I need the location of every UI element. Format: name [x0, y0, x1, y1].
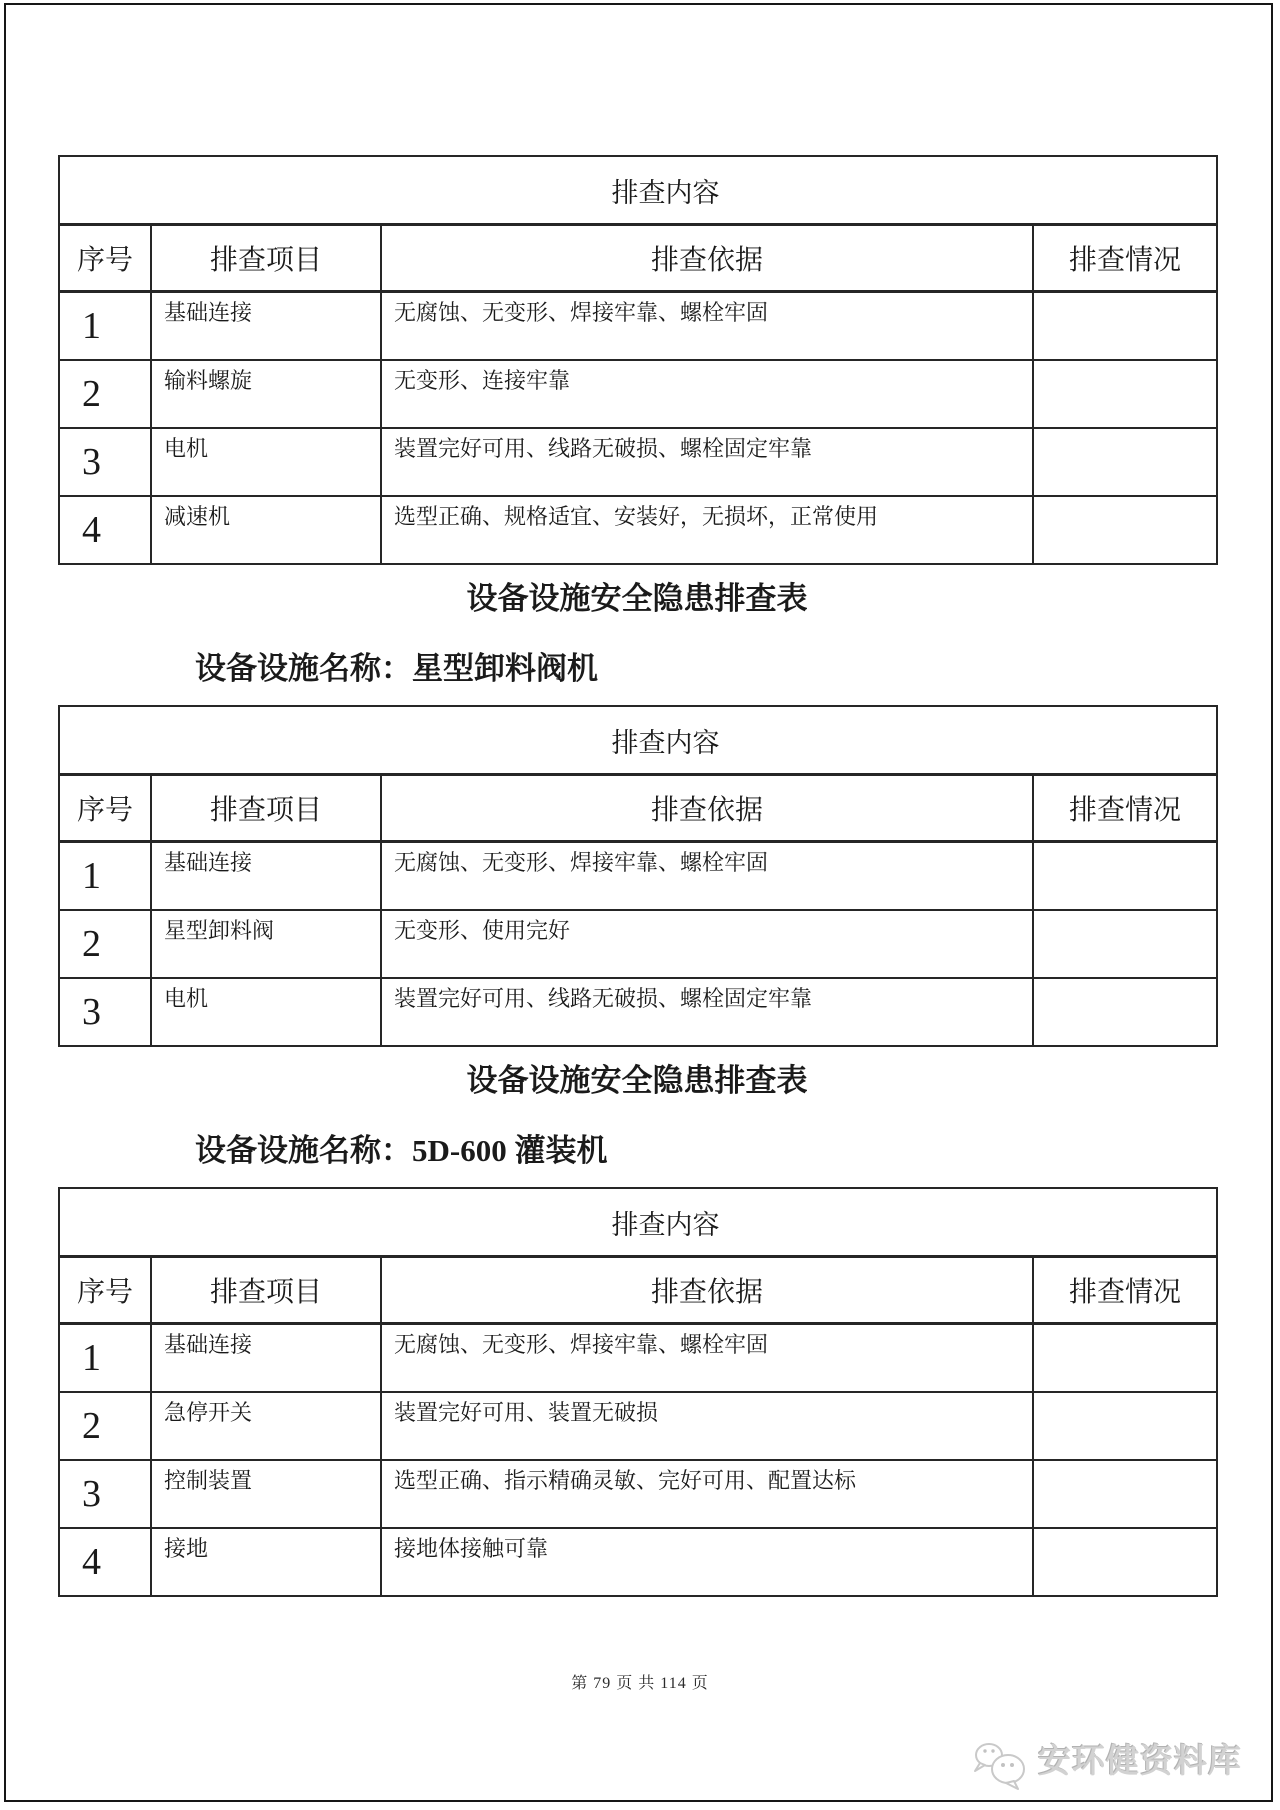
column-header-no: 序号	[59, 1257, 151, 1324]
column-header-basis: 排查依据	[381, 225, 1033, 292]
inspection-status-cell	[1033, 1528, 1217, 1596]
table-caption: 排查内容	[59, 706, 1217, 775]
table-caption-row	[59, 1188, 1217, 1257]
inspection-basis-cell: 装置完好可用、线路无破损、螺栓固定牢靠	[381, 978, 1033, 1046]
watermark-text: 安环健资料库	[1038, 1744, 1242, 1780]
inspection-item-cell: 控制装置	[151, 1460, 381, 1528]
inspection-status-cell	[1033, 910, 1217, 978]
inspection-item-cell: 急停开关	[151, 1392, 381, 1460]
inspection-basis-cell: 无变形、使用完好	[381, 910, 1033, 978]
table-row	[59, 496, 1217, 564]
page-number: 第 79 页 共 114 页	[571, 1675, 709, 1692]
inspection-status-cell	[1033, 1392, 1217, 1460]
inspection-item-cell: 基础连接	[151, 1324, 381, 1393]
column-header-status: 排查情况	[1033, 775, 1217, 842]
row-number-cell: 4	[59, 496, 151, 564]
row-number-cell: 1	[59, 292, 151, 361]
column-header-basis: 排查依据	[381, 775, 1033, 842]
table-row	[59, 1460, 1217, 1528]
chat-bubbles-icon	[968, 1740, 1030, 1792]
row-number-cell: 3	[59, 978, 151, 1046]
column-header-no: 序号	[59, 775, 151, 842]
inspection-basis-cell: 无变形、连接牢靠	[381, 360, 1033, 428]
table-caption-row	[59, 156, 1217, 225]
row-number-cell: 1	[59, 1324, 151, 1393]
watermark	[968, 1736, 1242, 1792]
table-header-row	[59, 1257, 1217, 1324]
inspection-status-cell	[1033, 1324, 1217, 1393]
inspection-table	[58, 155, 1218, 565]
row-number-cell: 2	[59, 360, 151, 428]
table-caption-row	[59, 706, 1217, 775]
table-caption: 排查内容	[59, 1188, 1217, 1257]
inspection-basis-cell: 选型正确、规格适宜、安装好，无损坏，正常使用	[381, 496, 1033, 564]
column-header-status: 排查情况	[1033, 225, 1217, 292]
column-header-item: 排查项目	[151, 1257, 381, 1324]
inspection-status-cell	[1033, 496, 1217, 564]
column-header-no: 序号	[59, 225, 151, 292]
section-title: 设备设施安全隐患排查表	[466, 1063, 808, 1098]
inspection-basis-cell: 接地体接触可靠	[381, 1528, 1033, 1596]
column-header-basis: 排查依据	[381, 1257, 1033, 1324]
inspection-item-cell: 星型卸料阀	[151, 910, 381, 978]
document-content	[58, 155, 1216, 1597]
row-number-cell: 3	[59, 428, 151, 496]
table-header-row	[59, 225, 1217, 292]
inspection-basis-cell: 选型正确、指示精确灵敏、完好可用、配置达标	[381, 1460, 1033, 1528]
inspection-section	[58, 579, 1216, 1047]
table-row	[59, 1392, 1217, 1460]
inspection-item-cell: 接地	[151, 1528, 381, 1596]
table-caption: 排查内容	[59, 156, 1217, 225]
row-number-cell: 2	[59, 1392, 151, 1460]
row-number-cell: 2	[59, 910, 151, 978]
table-row	[59, 428, 1217, 496]
table-row	[59, 292, 1217, 361]
row-number-cell: 1	[59, 842, 151, 911]
table-row	[59, 842, 1217, 911]
inspection-basis-cell: 无腐蚀、无变形、焊接牢靠、螺栓牢固	[381, 292, 1033, 361]
inspection-item-cell: 电机	[151, 978, 381, 1046]
table-row	[59, 360, 1217, 428]
inspection-item-cell: 减速机	[151, 496, 381, 564]
inspection-status-cell	[1033, 428, 1217, 496]
section-title: 设备设施安全隐患排查表	[466, 581, 808, 616]
row-number-cell: 3	[59, 1460, 151, 1528]
inspection-status-cell	[1033, 1460, 1217, 1528]
column-header-item: 排查项目	[151, 775, 381, 842]
inspection-item-cell: 基础连接	[151, 292, 381, 361]
inspection-basis-cell: 无腐蚀、无变形、焊接牢靠、螺栓牢固	[381, 842, 1033, 911]
inspection-table	[58, 1187, 1218, 1597]
table-row	[59, 910, 1217, 978]
column-header-status: 排查情况	[1033, 1257, 1217, 1324]
inspection-item-cell: 电机	[151, 428, 381, 496]
table-row	[59, 978, 1217, 1046]
row-number-cell: 4	[59, 1528, 151, 1596]
equipment-name: 设备设施名称：5D-600 灌装机	[195, 1133, 608, 1168]
inspection-item-cell: 基础连接	[151, 842, 381, 911]
equipment-name: 设备设施名称：星型卸料阀机	[195, 651, 598, 686]
table-row	[59, 1528, 1217, 1596]
inspection-item-cell: 输料螺旋	[151, 360, 381, 428]
inspection-table	[58, 705, 1218, 1047]
inspection-status-cell	[1033, 360, 1217, 428]
inspection-section	[58, 1061, 1216, 1597]
table-header-row	[59, 775, 1217, 842]
inspection-status-cell	[1033, 292, 1217, 361]
inspection-section	[58, 155, 1216, 565]
inspection-status-cell	[1033, 842, 1217, 911]
table-row	[59, 1324, 1217, 1393]
inspection-basis-cell: 无腐蚀、无变形、焊接牢靠、螺栓牢固	[381, 1324, 1033, 1393]
inspection-basis-cell: 装置完好可用、线路无破损、螺栓固定牢靠	[381, 428, 1033, 496]
column-header-item: 排查项目	[151, 225, 381, 292]
inspection-basis-cell: 装置完好可用、装置无破损	[381, 1392, 1033, 1460]
inspection-status-cell	[1033, 978, 1217, 1046]
